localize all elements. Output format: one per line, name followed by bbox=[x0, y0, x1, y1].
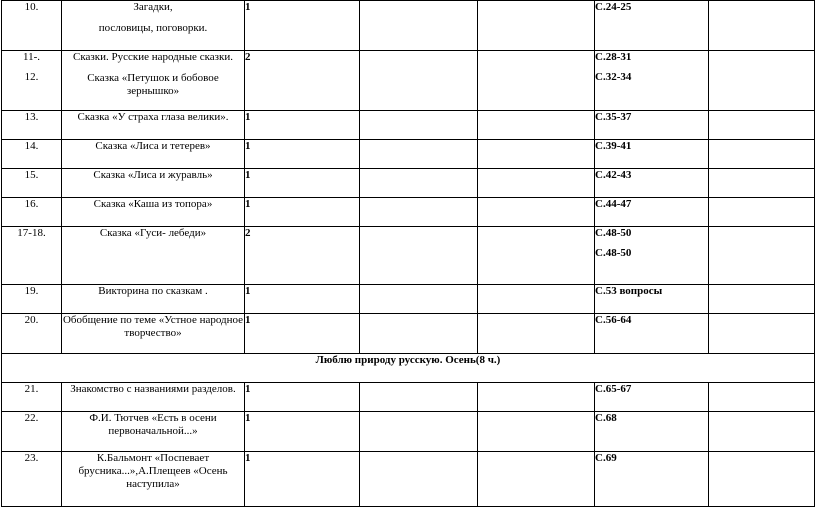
empty-cell bbox=[360, 412, 478, 452]
table-row bbox=[2, 1, 815, 51]
empty-cell bbox=[709, 227, 815, 285]
lesson-topic: К.Бальмонт «Поспевает брусника...»,А.Плещеев «Осень наступила» bbox=[62, 452, 245, 507]
empty-cell bbox=[478, 51, 595, 111]
lesson-number: 14. bbox=[2, 140, 62, 169]
empty-cell bbox=[709, 140, 815, 169]
empty-cell bbox=[478, 140, 595, 169]
table-row bbox=[2, 314, 815, 354]
empty-cell bbox=[360, 314, 478, 354]
empty-cell bbox=[709, 285, 815, 314]
lesson-topic: Обобщение по теме «Устное народное творчество» bbox=[62, 314, 245, 354]
lesson-number: 13. bbox=[2, 111, 62, 140]
empty-cell bbox=[478, 1, 595, 51]
empty-cell bbox=[360, 452, 478, 507]
empty-cell bbox=[709, 111, 815, 140]
lesson-hours: 1 bbox=[245, 383, 360, 412]
empty-cell bbox=[360, 51, 478, 111]
lesson-hours: 1 bbox=[245, 452, 360, 507]
lesson-topic: Викторина по сказкам . bbox=[62, 285, 245, 314]
lesson-hours: 2 bbox=[245, 51, 360, 111]
lesson-topic: Загадки, пословицы, поговорки. bbox=[62, 1, 245, 51]
empty-cell bbox=[709, 1, 815, 51]
textbook-pages: С.68 bbox=[595, 412, 709, 452]
section-header-row bbox=[2, 354, 815, 383]
textbook-pages: С.28-31 С.32-34 bbox=[595, 51, 709, 111]
lesson-hours: 1 bbox=[245, 140, 360, 169]
empty-cell bbox=[478, 169, 595, 198]
table-row bbox=[2, 227, 815, 285]
lesson-number: 10. bbox=[2, 1, 62, 51]
empty-cell bbox=[709, 314, 815, 354]
textbook-pages: С.35-37 bbox=[595, 111, 709, 140]
textbook-pages: С.65-67 bbox=[595, 383, 709, 412]
lesson-hours: 1 bbox=[245, 169, 360, 198]
lesson-plan-table bbox=[1, 0, 815, 507]
empty-cell bbox=[709, 169, 815, 198]
lesson-topic: Сказка «Каша из топора» bbox=[62, 198, 245, 227]
empty-cell bbox=[478, 383, 595, 412]
textbook-pages: С.42-43 bbox=[595, 169, 709, 198]
empty-cell bbox=[360, 383, 478, 412]
empty-cell bbox=[360, 1, 478, 51]
section-title: Люблю природу русскую. Осень(8 ч.) bbox=[2, 354, 815, 383]
table-row bbox=[2, 169, 815, 198]
table-row bbox=[2, 51, 815, 111]
lesson-number: 17-18. bbox=[2, 227, 62, 285]
lesson-hours: 1 bbox=[245, 1, 360, 51]
table-row bbox=[2, 140, 815, 169]
lesson-number: 23. bbox=[2, 452, 62, 507]
lesson-topic: Сказка «Лиса и журавль» bbox=[62, 169, 245, 198]
lesson-number: 16. bbox=[2, 198, 62, 227]
lesson-number: 20. bbox=[2, 314, 62, 354]
textbook-pages: С.48-50 С.48-50 bbox=[595, 227, 709, 285]
empty-cell bbox=[360, 198, 478, 227]
lesson-hours: 1 bbox=[245, 198, 360, 227]
lesson-hours: 1 bbox=[245, 412, 360, 452]
empty-cell bbox=[478, 452, 595, 507]
empty-cell bbox=[360, 227, 478, 285]
empty-cell bbox=[709, 412, 815, 452]
table-row bbox=[2, 452, 815, 507]
empty-cell bbox=[478, 314, 595, 354]
empty-cell bbox=[360, 140, 478, 169]
textbook-pages: С.53 вопросы bbox=[595, 285, 709, 314]
lesson-hours: 2 bbox=[245, 227, 360, 285]
lesson-topic: Сказка «У страха глаза велики». bbox=[62, 111, 245, 140]
empty-cell bbox=[478, 111, 595, 140]
textbook-pages: С.24-25 bbox=[595, 1, 709, 51]
lesson-number: 11-. 12. bbox=[2, 51, 62, 111]
empty-cell bbox=[709, 51, 815, 111]
lesson-number: 21. bbox=[2, 383, 62, 412]
lesson-number: 22. bbox=[2, 412, 62, 452]
lesson-topic: Сказки. Русские народные сказки. Сказка «Петушок и бобовое зернышко» bbox=[62, 51, 245, 111]
lesson-topic: Ф.И. Тютчев «Есть в осени первоначальной...» bbox=[62, 412, 245, 452]
empty-cell bbox=[360, 285, 478, 314]
table-row bbox=[2, 383, 815, 412]
lesson-number: 15. bbox=[2, 169, 62, 198]
textbook-pages: С.39-41 bbox=[595, 140, 709, 169]
table-row bbox=[2, 198, 815, 227]
empty-cell bbox=[478, 227, 595, 285]
lesson-number: 19. bbox=[2, 285, 62, 314]
empty-cell bbox=[709, 198, 815, 227]
textbook-pages: С.69 bbox=[595, 452, 709, 507]
table-row bbox=[2, 285, 815, 314]
lesson-hours: 1 bbox=[245, 314, 360, 354]
textbook-pages: С.56-64 bbox=[595, 314, 709, 354]
lesson-topic: Сказка «Гуси- лебеди» bbox=[62, 227, 245, 285]
table-row bbox=[2, 412, 815, 452]
empty-cell bbox=[360, 169, 478, 198]
empty-cell bbox=[478, 412, 595, 452]
lesson-topic: Знакомство с названиями разделов. bbox=[62, 383, 245, 412]
lesson-hours: 1 bbox=[245, 285, 360, 314]
lesson-topic: Сказка «Лиса и тетерев» bbox=[62, 140, 245, 169]
textbook-pages: С.44-47 bbox=[595, 198, 709, 227]
empty-cell bbox=[478, 285, 595, 314]
lesson-hours: 1 bbox=[245, 111, 360, 140]
empty-cell bbox=[709, 383, 815, 412]
empty-cell bbox=[709, 452, 815, 507]
table-row bbox=[2, 111, 815, 140]
empty-cell bbox=[360, 111, 478, 140]
empty-cell bbox=[478, 198, 595, 227]
